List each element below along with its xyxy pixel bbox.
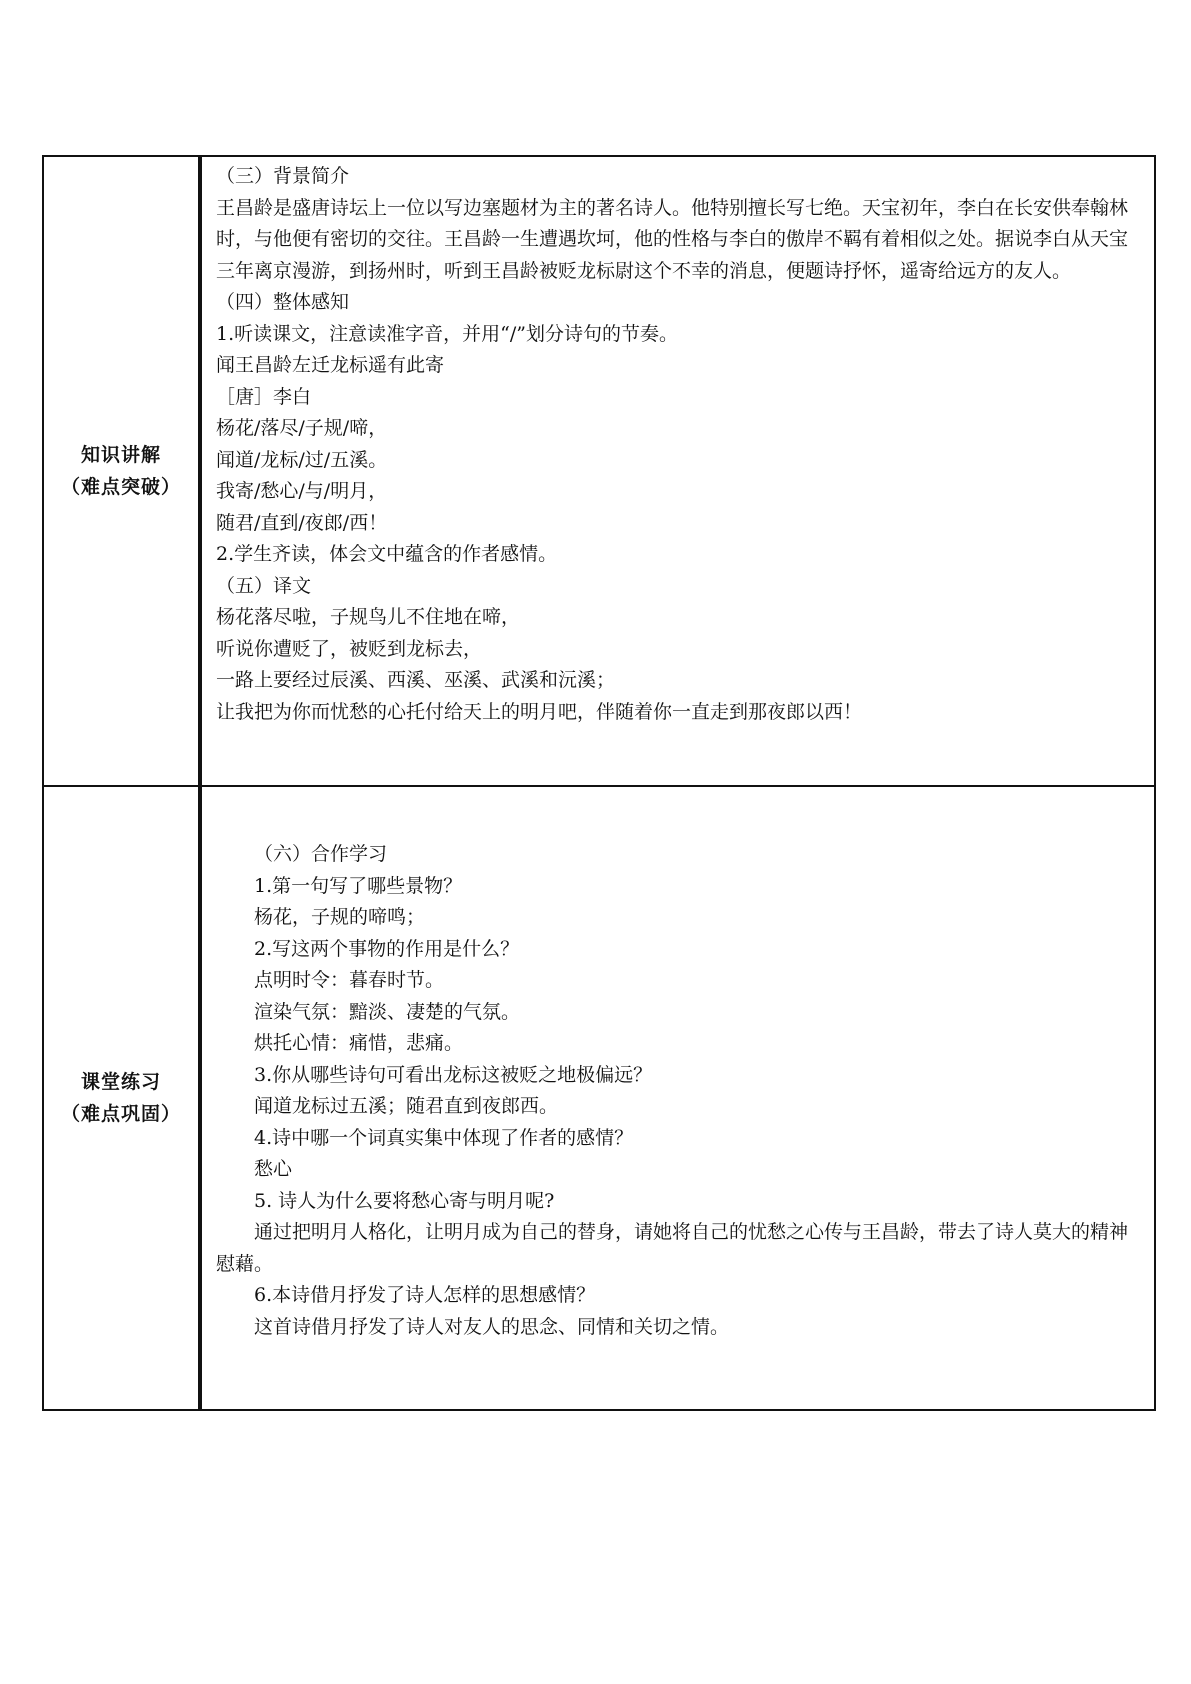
answer-line: 愁心 [254,1158,293,1180]
task-line: 2.学生齐读，体会文中蕴含的作者感情。 [216,543,558,565]
heading-cooperative: （六）合作学习 [254,843,388,865]
section-label-cell [43,786,200,1410]
poem-line: 闻道/龙标/过/五溪。 [216,448,388,471]
heading-background: （三）背景简介 [216,165,350,187]
answer-line: 烘托心情：痛惜，悲痛。 [254,1032,464,1054]
section-sublabel: （难点突破） [60,476,181,498]
answer-line: 这首诗借月抒发了诗人对友人的思念、同情和关切之情。 [254,1315,730,1338]
table-row-knowledge [43,156,1155,786]
section-content-cell [200,156,1155,786]
question-line: 2.写这两个事物的作用是什么？ [254,937,520,960]
section-label: 知识讲解 [80,444,161,466]
question-line: 1.第一句写了哪些景物？ [254,874,463,897]
question-line: 6.本诗借月抒发了诗人怎样的思想感情？ [254,1284,596,1306]
heading-overall: （四）整体感知 [216,291,350,313]
background-paragraph: 王昌龄是盛唐诗坛上一位以写边塞题材为主的著名诗人。他特别擅长写七绝。天宝初年，李白在长安供奉翰林时，与他便有密切的交往。王昌龄一生遭遇坎坷，他的性格与李白的傲岸不羁有着相似之处。据说李白从天宝三年离京漫游，到扬州时，听到王昌龄被贬龙标尉这个不幸的消息，便题诗抒怀，遥寄给远方的友人。 [216,196,1129,282]
section-label: 课堂练习 [80,1071,161,1093]
answer-line: 闻道龙标过五溪；随君直到夜郎西。 [254,1095,559,1117]
poem-line: 我寄/愁心/与/明月， [216,480,388,502]
translation-line: 杨花落尽啦，子规鸟儿不住地在啼， [216,606,521,628]
section-content-cell [200,786,1155,1410]
task-line: 1.听读课文，注意读准字音，并用“/”划分诗句的节奏。 [216,322,678,345]
translation-line: 让我把为你而忧愁的心托付给天上的明月吧，伴随着你一直走到那夜郎以西！ [216,700,863,723]
heading-translation: （五）译文 [216,574,312,597]
lesson-table [42,155,1156,1411]
answer-paragraph: 通过把明月人格化，让明月成为自己的替身，请她将自己的忧愁之心传与王昌龄，带去了诗人莫大的精神慰藉。 [216,1221,1129,1275]
table-row-practice [43,786,1155,1410]
translation-line: 一路上要经过辰溪、西溪、巫溪、武溪和沅溪； [216,669,616,691]
question-line: 3.你从哪些诗句可看出龙标这被贬之地极偏远？ [254,1063,653,1086]
answer-line: 点明时令：暮春时节。 [254,969,445,991]
section-label-cell [43,156,200,786]
poem-author: ［唐］李白 [216,385,312,408]
translation-line: 听说你遭贬了，被贬到龙标去， [216,637,483,660]
question-line: 5. 诗人为什么要将愁心寄与明月呢? [254,1189,555,1212]
poem-line: 杨花/落尽/子规/啼， [216,417,388,439]
answer-line: 渲染气氛：黯淡、凄楚的气氛。 [254,1000,521,1023]
answer-line: 杨花，子规的啼鸣； [254,906,426,928]
poem-line: 随君/直到/夜郎/西！ [216,511,388,534]
section-sublabel: （难点巩固） [60,1103,181,1125]
question-line: 4.诗中哪一个词真实集中体现了作者的感情？ [254,1126,634,1149]
poem-title: 闻王昌龄左迁龙标遥有此寄 [216,354,445,376]
